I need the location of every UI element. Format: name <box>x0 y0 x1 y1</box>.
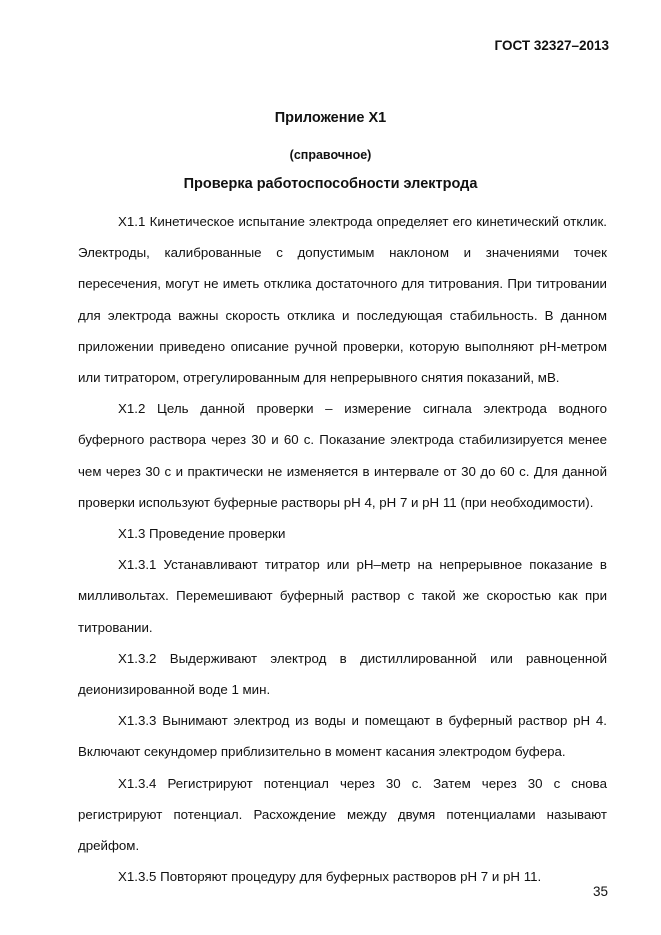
appendix-status: (справочное) <box>289 148 372 162</box>
body-text <box>78 206 607 892</box>
paragraph-x1-3-4: Х1.3.4 Регистрируют потенциал через 30 с. Затем через 30 с снова регистрируют потенциал. Расхождение между двумя потенциалами называют дрейфом. <box>78 775 607 854</box>
paragraph-x1-3-2: Х1.3.2 Выдерживают электрод в дистиллированной или равноценной деионизированной воде 1 мин. <box>78 650 607 698</box>
paragraph-x1-3-5: Х1.3.5 Повторяют процедуру для буферных растворов pH 7 и pH 11. <box>118 869 542 885</box>
page-number: 35 <box>592 884 608 899</box>
paragraph-x1-3-1: Х1.3.1 Устанавливают титратор или pH–метр на непрерывное показание в милливольтах. Перемешивают буферный раствор с такой же скоростью как при титровании. <box>78 557 607 635</box>
paragraph-x1-3: Х1.3 Проведение проверки <box>118 526 286 542</box>
paragraph-x1-3-3: Х1.3.3 Вынимают электрод из воды и помещают в буферный раствор pH 4. Включают секундомер приблизительно в момент касания электродом буфера. <box>78 713 607 760</box>
paragraph-x1-2: Х1.2 Цель данной проверки – измерение сигнала электрода водного буферного раствора через 30 и 60 с. Показание электрода стабилизируется менее чем через 30 с и практически не изменяется в интервале от 30 до 60 с. Для данной проверки используют буферные растворы pH 4, pH 7 и pH 11 (при необходимости). <box>78 401 607 510</box>
appendix-title: Приложение Х1 <box>274 110 387 126</box>
appendix-heading: Проверка работоспособности электрода <box>183 176 478 192</box>
paragraph-x1-1: Х1.1 Кинетическое испытание электрода определяет его кинетический отклик. Электроды, калиброванные с допустимым наклоном и значениями точек пересечения, могут не иметь отклика достаточного для титрования. При титровании для электрода важны скорость отклика и последующая стабильность. В данном приложении приведено описание ручной проверки, которую выполняют pH-метром или титратором, отрегулированным для непрерывного снятия показаний, мВ. <box>78 214 607 386</box>
standard-number: ГОСТ 32327–2013 <box>494 38 609 53</box>
